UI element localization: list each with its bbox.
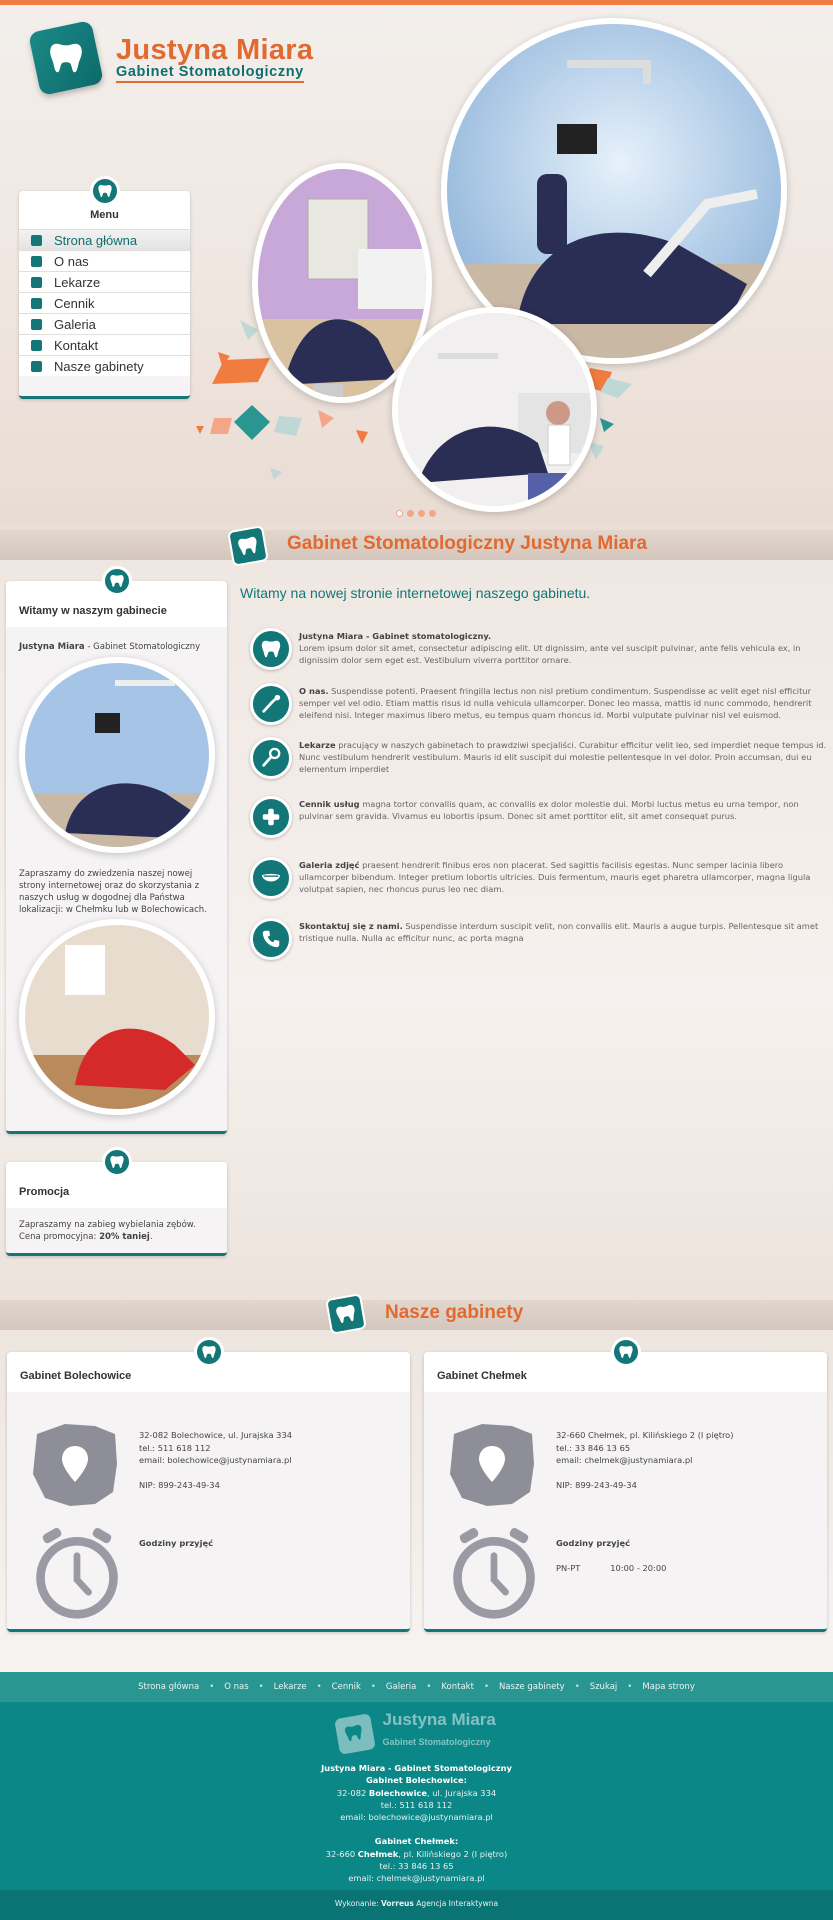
welcome-photo-chair-blue: [19, 657, 215, 853]
footer-logo-subtitle: Gabinet Stomatologiczny: [382, 1737, 491, 1747]
office-name: Gabinet Chełmek: [424, 1352, 827, 1392]
footer-link-offices[interactable]: Nasze gabinety: [498, 1682, 565, 1692]
feature-title: Cennik usług: [299, 799, 360, 809]
footer-link-sitemap[interactable]: Mapa strony: [642, 1682, 695, 1692]
welcome-title: Witamy w naszym gabinecie: [6, 581, 227, 627]
office-badge: [611, 1337, 641, 1367]
menu-item-home[interactable]: Strona główna: [19, 229, 190, 250]
welcome-photo-chair-red: [19, 919, 215, 1115]
footer-link-about[interactable]: O nas: [224, 1682, 249, 1692]
dental-drill-icon[interactable]: [250, 683, 292, 725]
menu-item-doctors[interactable]: Lekarze: [19, 271, 190, 292]
logo-subtitle: Gabinet Stomatologiczny: [116, 64, 304, 83]
feature-title: Lekarze: [299, 740, 336, 750]
footer-link-search[interactable]: Szukaj: [589, 1682, 618, 1692]
footer-office-c-address: 32-660 Chełmek, pl. Kilińskiego 2 (I piętro): [325, 1848, 508, 1859]
slider-dot-1[interactable]: [396, 510, 403, 517]
menu-item-about[interactable]: O nas: [19, 250, 190, 271]
slider-dot-2[interactable]: [407, 510, 414, 517]
separator: •: [209, 1682, 215, 1692]
tooth-icon: [109, 1154, 125, 1170]
office-badge: [194, 1337, 224, 1367]
footer-link-pricing[interactable]: Cennik: [331, 1682, 361, 1692]
dental-mirror-icon[interactable]: [250, 737, 292, 779]
smile-icon[interactable]: [250, 857, 292, 899]
promo-text: Zapraszamy na zabieg wybielania zębów. Cena promocyjna: 20% taniej.: [19, 1220, 196, 1242]
separator: •: [426, 1682, 432, 1692]
feature-text: Lorem ipsum dolor sit amet, consectetur adipiscing elit. Ut dignissim, ante vel suscipit pulvinar, ante felis vehicula ex, in dignissim dolor sem eget est. Vestibulum viverra porttitor ornare.: [299, 643, 801, 665]
office-hours: Godziny przyjęć: [139, 1538, 213, 1548]
tooth-icon: [333, 1301, 358, 1326]
separator: •: [316, 1682, 322, 1692]
feature-text: pracujący w naszych gabinetach to prawdziwi specjaliści. Curabitur efficitur velit leo, sed imperdiet neque tempus id. Nunc vestibulum hendrerit vestibulum. Mauris id elit suscipit dui molestie pellentesque in vel dolor. Proin accumsan, dui eu elementum imperdiet: [299, 740, 827, 774]
welcome-badge: [102, 566, 132, 596]
feature-text: magna tortor convallis quam, ac convallis ex dolor molestie dui. Morbi luctus metus eu urna tempor, non pulvinar sem gravida. Vivamus eu lobortis ipsum. Donec sit amet porttitor elit, sit amet consequat purus.: [299, 799, 799, 821]
section2-badge: [325, 1293, 367, 1335]
welcome-text: Zapraszamy do zwiedzenia naszej nowej strony internetowej oraz do skorzystania z naszych usług w dogodnej dla Państwa lokalizacji: w Chełmku lub w Bolechowicach.: [19, 869, 207, 915]
plus-icon[interactable]: [250, 796, 292, 838]
footer-office-c-email[interactable]: email: chelmek@justynamiara.pl: [348, 1873, 485, 1884]
feature-title: O nas.: [299, 686, 329, 696]
office-name: Gabinet Bolechowice: [7, 1352, 410, 1392]
footer-office-b-address: 32-082 Bolechowice, ul. Jurajska 334: [336, 1787, 497, 1798]
welcome-heading: Witamy na nowej stronie internetowej naszego gabinetu.: [240, 585, 591, 601]
feature-text: praesent hendrerit finibus eros non placerat. Sed sagittis facilisis egestas. Nunc semper lacinia libero ullamcorper bibendum. Integer pretium lobortis ultricies. Duis fermentum, mauris eget pharetra ullamcorper, magna ligula volutpat sapien, nec rhoncus purus leo nec diam.: [299, 860, 811, 894]
separator: •: [370, 1682, 376, 1692]
footer-link-home[interactable]: Strona główna: [138, 1682, 200, 1692]
promo-panel: [6, 1162, 227, 1256]
footer-link-doctors[interactable]: Lekarze: [273, 1682, 307, 1692]
office-card-bolechowice: [7, 1352, 410, 1632]
footer-company: Justyna Miara - Gabinet Stomatologiczny: [321, 1763, 512, 1773]
feature-item: [250, 683, 825, 731]
slider-dot-4[interactable]: [429, 510, 436, 517]
feature-item: [250, 857, 825, 905]
footer-logo[interactable]: [337, 1710, 497, 1754]
feature-item: [250, 737, 825, 785]
slider-pagination: [396, 510, 436, 517]
footer-logo-name: Justyna Miara: [382, 1710, 496, 1729]
footer-link-gallery[interactable]: Galeria: [385, 1682, 417, 1692]
feature-title: Galeria zdjęć: [299, 860, 360, 870]
clock-icon: [446, 1525, 542, 1621]
clock-icon: [29, 1525, 125, 1621]
tooth-icon[interactable]: [250, 628, 292, 670]
logo-name: Justyna Miara: [116, 34, 314, 66]
tooth-icon: [235, 533, 260, 558]
tooth-icon: [342, 1721, 367, 1746]
feature-item: [250, 918, 825, 966]
office-details: 32-082 Bolechowice, ul. Jurajska 334 tel.: 511 618 112 email: bolechowice@justynamiara.pl NIP: 899-243-49-34: [139, 1430, 293, 1490]
menu-item-offices[interactable]: Nasze gabinety: [19, 355, 190, 376]
footer-nav: [0, 1672, 833, 1702]
footer-office-c-tel: tel.: 33 846 13 65: [379, 1861, 454, 1872]
feature-title: Justyna Miara - Gabinet stomatologiczny.: [299, 631, 492, 641]
section1-title: Gabinet Stomatologiczny Justyna Miara: [287, 533, 648, 554]
credit-link[interactable]: Vorreus: [381, 1899, 414, 1908]
menu-item-contact[interactable]: Kontakt: [19, 334, 190, 355]
poland-map-pin-icon: [442, 1414, 542, 1514]
footer-link-contact[interactable]: Kontakt: [441, 1682, 474, 1692]
menu-title: Menu: [19, 191, 190, 229]
footer-office-b-email[interactable]: email: bolechowice@justynamiara.pl: [340, 1812, 493, 1823]
office-card-chelmek: [424, 1352, 827, 1632]
slider-dot-3[interactable]: [418, 510, 425, 517]
welcome-panel: [6, 581, 227, 1134]
office-hours: Godziny przyjęć PN-PT 10:00 - 20:00: [556, 1538, 667, 1573]
footer-office-c-title: Gabinet Chełmek:: [374, 1836, 459, 1847]
footer: [0, 1702, 833, 1920]
promo-badge: [102, 1147, 132, 1177]
separator: •: [627, 1682, 633, 1692]
feature-title: Skontaktuj się z nami.: [299, 921, 403, 931]
tooth-icon: [618, 1344, 634, 1360]
feature-text: Suspendisse interdum suscipit velit, non convallis elit. Mauris a augue turpis. Pellentesque sit amet tristique nulla. Nulla ac efficitur nunc, ac porta magna: [299, 921, 819, 943]
section2-title: Nasze gabinety: [385, 1302, 524, 1323]
tooth-icon: [109, 573, 125, 589]
phone-icon[interactable]: [250, 918, 292, 960]
menu-item-pricing[interactable]: Cennik: [19, 292, 190, 313]
tooth-icon: [201, 1344, 217, 1360]
feature-item: [250, 628, 825, 676]
welcome-owner: Justyna Miara - Gabinet Stomatologiczny: [19, 642, 201, 652]
feature-item: [250, 796, 825, 844]
footer-office-b-title: Gabinet Bolechowice:: [366, 1775, 467, 1786]
hero-photo-dentist-at-desk: [392, 307, 597, 512]
separator: •: [483, 1682, 489, 1692]
section1-badge: [227, 525, 269, 567]
menu-item-gallery[interactable]: Galeria: [19, 313, 190, 334]
promo-title: Promocja: [6, 1162, 227, 1208]
separator: •: [574, 1682, 580, 1692]
footer-credit: Wykonanie: Vorreus Agencja Interaktywna: [0, 1890, 833, 1920]
office-details: 32-660 Chełmek, pl. Kilińskiego 2 (I piętro) tel.: 33 846 13 65 email: chelmek@justynamiara.pl NIP: 899-243-49-34: [556, 1430, 734, 1490]
poland-map-pin-icon: [25, 1414, 125, 1514]
footer-office-b-tel: tel.: 511 618 112: [380, 1799, 453, 1810]
separator: •: [258, 1682, 264, 1692]
feature-text: Suspendisse potenti. Praesent fringilla lectus non nisl pretium condimentum. Suspendisse ac velit eget nisl efficitur semper vel vel odio. Etiam mattis risus id nulla vehicula ullamcorper. Donec leo massa, mattis id nunc commodo, hendrerit eleifend nisi. Integer maximus libero metus, eu tempus quam rhoncus id. Morbi vulputate pulvinar nisl vel euismod.: [299, 686, 812, 720]
